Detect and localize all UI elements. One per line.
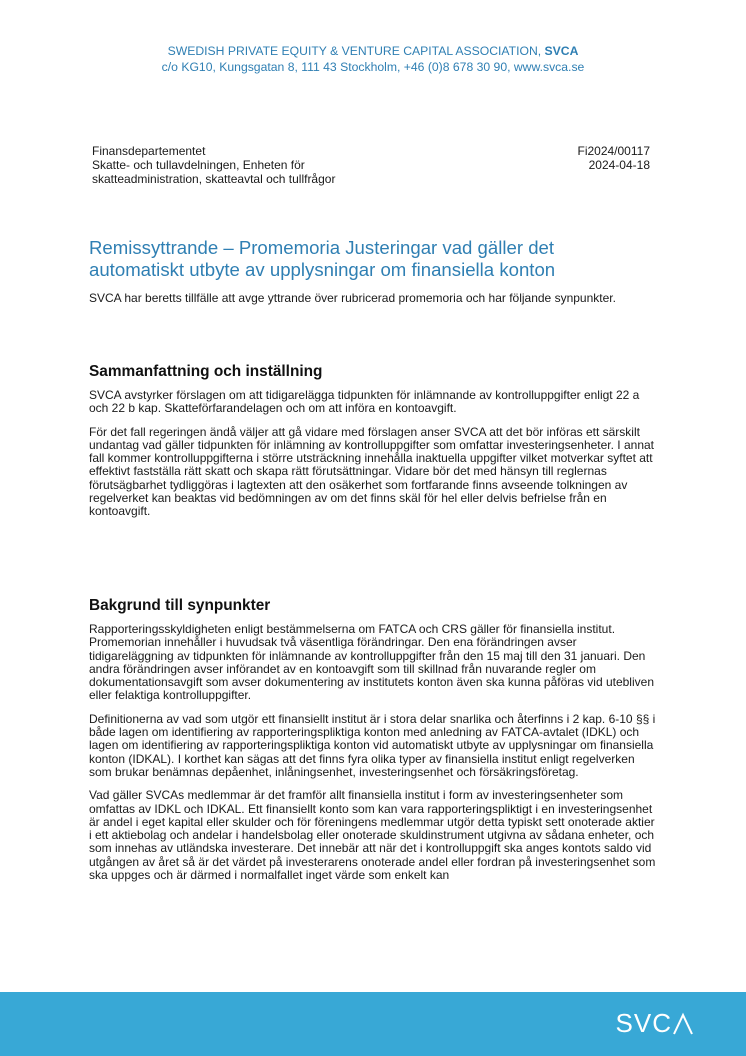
reference-block: [577, 144, 650, 172]
letterhead-org-name: SWEDISH PRIVATE EQUITY & VENTURE CAPITAL ASSOCIATION,: [167, 44, 542, 58]
lambda-a-glyph-icon: [672, 1012, 694, 1036]
intro-paragraph: SVCA har beretts tillfälle att avge yttrande över rubricerad promemoria och har följande synpunkter.: [89, 291, 616, 305]
recipient-line-2: Skatte- och tullavdelningen, Enheten för skatteadministration, skatteavtal och tullfrågor: [92, 158, 336, 187]
section-background: [89, 597, 657, 892]
svca-logo-text: SVC: [615, 1008, 672, 1038]
reference-date: 2024-04-18: [588, 158, 650, 173]
paragraph: SVCA avstyrker förslagen om att tidigarelägga tidpunkten för inlämnande av kontrolluppgifter enligt 22 a och 22 b kap. Skatteförfarandelagen och om att införa en kontoavgift.: [89, 388, 640, 416]
paragraph: Vad gäller SVCAs medlemmar är det framför allt finansiella institut i form av investeringsenheter som omfattas av IDKL och IDKAL. Ett finansiellt konto som kan vara rapporteringspliktigt i en investeringsenhet är andel i eget kapital eller skulder och för föreningens medlemmar utgör detta typiskt sett onoterade aktier i ett aktiebolag och andelar i handelsbolag eller onoterade skuldinstrument utgivna av sådana enheter, och som innehas av utländska investerare. Det innebär att när det i kontrolluppgift ska anges kontots saldo vid utgången av året så är det värdet på investerarens onoterade andel eller fordran på investeringsenhet som ska uppges och är därmed i normalfallet inget värde som enkelt kan: [89, 788, 656, 883]
letterhead-org-acronym: SVCA: [544, 44, 579, 58]
paragraph: För det fall regeringen ändå väljer att gå vidare med förslagen anser SVCA att det bör införas ett särskilt undantag vad gäller tidpunkten för inlämning av kontrolluppgifter som omfattar investeringsenheter. I annat fall kommer kontrolluppgifterna i större utsträckning innehålla inaktuella uppgifter vilket motverkar syftet att effektivt fastställa rätt skatt och skapa rätt förutsättningar. Vidare bör det med hänsyn till reglernas förutsägbarhet tydliggöras i lagtexten att den osäkerhet som fortfarande finns avseende tolkningen av regelverket kan beaktas vid bedömningen av om det finns skäl för hel eller delvis befrielse från en kontoavgift.: [89, 424, 655, 519]
letterhead: [0, 43, 746, 75]
recipient-line-1: Finansdepartementet: [92, 144, 206, 158]
svca-logo: [616, 1008, 694, 1039]
section-heading: Sammanfattning och inställning: [89, 363, 323, 380]
footer-band: [0, 992, 746, 1056]
section-summary: [89, 363, 657, 529]
reference-number: Fi2024/00117: [577, 144, 650, 158]
letterhead-org-line: [0, 43, 746, 59]
recipient-block: [92, 144, 362, 187]
section-heading: Bakgrund till synpunkter: [89, 597, 271, 614]
letterhead-address: c/o KG10, Kungsgatan 8, 111 43 Stockholm, +46 (0)8 678 30 90, www.svca.se: [161, 60, 585, 74]
paragraph: Rapporteringsskyldigheten enligt bestämmelserna om FATCA och CRS gäller för finansiella institut. Promemorian innehåller i huvudsak två väsentliga förändringar. Den ena förändringen avser tidigareläggning av tidpunkten för inlämnande av kontrolluppgifter från den 15 maj till den 31 januari. Den andra förändringen avser införandet av en kontoavgift som till skillnad från nuvarande regler om dokumentationsavgift som avser dokumentering av institutets konton även ska kunna påföras vid utebliven eller felaktiga kontrolluppgifter.: [89, 622, 654, 703]
paragraph: Definitionerna av vad som utgör ett finansiellt institut är i stora delar snarlika och återfinns i 2 kap. 6-10 §§ i både lagen om identifiering av rapporteringspliktiga konton med anledning av FATCA-avtalet (IDKL) och lagen om identifiering av rapporteringspliktiga konton vid automatiskt utbyte av upplysningar om finansiella konton (IDKAL). I korthet kan sägas att det finns fyra olika typer av finansiella institut enligt regelverken som brukar benämnas depåenhet, inlåningsenhet, investeringsenhet och försäkringsföretag.: [89, 711, 656, 779]
document-title: Remissyttrande – Promemoria Justeringar vad gäller det automatiskt utbyte av upplysningar om finansiella konton: [89, 237, 556, 280]
